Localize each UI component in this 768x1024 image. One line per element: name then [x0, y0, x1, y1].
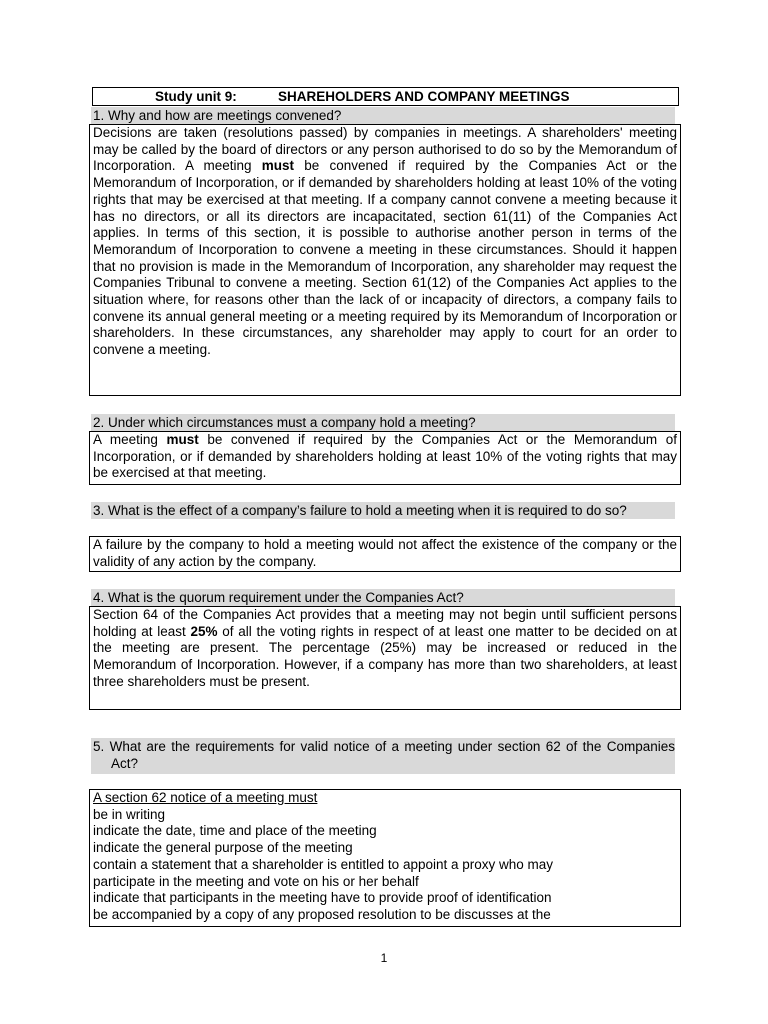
question-4: 4. What is the quorum requirement under the Companies Act? [91, 589, 675, 606]
answer-1-text-b: be convened if required by the Companies Act or the Memorandum of Incorporation, or if demanded by shareholders holding at least 10% of the voting rights that may be exercised at that meeting. If a company cannot convene a meeting because it has no directors, or all its directors are incapacitated, section 61(11) of the Companies Act applies. In terms of this section, it is possible to authorise another person in terms of the Memorandum of Incorporation to convene a meeting in these circumstances. Should it happen that no provision is made in the Memorandum of Incorporation, any shareholder may request the Companies Tribunal to convene a meeting. Section 61(12) of the Companies Act applies to the situation where, for reasons other than the lack of or incapacity of directors, a company fails to convene its annual general meeting or a meeting required by its Memorandum of Incorporation or shareholders. In these circumstances, any shareholder may apply to court for an order to convene a meeting. [93, 158, 677, 358]
answer-5 [89, 789, 681, 927]
notice-item: indicate that participants in the meeting have to provide proof of identification [93, 890, 552, 906]
answer-1 [89, 124, 681, 396]
page-title: SHAREHOLDERS AND COMPANY MEETINGS [278, 89, 570, 104]
notice-item: indicate the general purpose of the meeting [93, 840, 353, 856]
title-box [92, 87, 679, 106]
notice-item: contain a statement that a shareholder is entitled to appoint a proxy who may [93, 856, 554, 872]
answer-3-text: A failure by the company to hold a meeting would not affect the existence of the company or the validity of any action by the company. [93, 537, 677, 569]
answer-2 [89, 431, 681, 485]
notice-item: indicate the date, time and place of the meeting [93, 823, 377, 839]
answer-4-text-a: Section 64 of the Companies Act provides that a meeting may not begin until sufficient persons holding at least [93, 607, 677, 639]
page-number: 1 [380, 951, 388, 965]
answer-4-text-b: of all the voting rights in respect of at least one matter to be decided on at the meeting are present. The percentage (25%) may be increased or reduced in the Memorandum of Incorporation. However, if a company has more than two shareholders, at least three shareholders must be present. [93, 623, 677, 689]
question-2: 2. Under which circumstances must a company hold a meeting? [91, 414, 675, 431]
answer-2-text-b: be convened if required by the Companies Act or the Memorandum of Incorporation, or if demanded by shareholders holding at least 10% of the voting rights that may be exercised at that meeting. [93, 432, 677, 481]
question-1: 1. Why and how are meetings convened? [91, 107, 675, 124]
answer-4-bold: 25% [190, 623, 218, 639]
answer-3 [89, 536, 681, 572]
answer-2-bold: must [166, 432, 199, 447]
answer-1-text-a: Decisions are taken (resolutions passed) by companies in meetings. A shareholders' meeting may be called by the board of directors or any person authorised to do so by the Memorandum of Incorporation. A meeting [93, 125, 677, 174]
notice-item: be in writing [93, 806, 166, 822]
question-5: 5. What are the requirements for valid notice of a meeting under section 62 of the Companies Act? [91, 738, 675, 774]
study-unit-label: Study unit 9: [155, 89, 237, 104]
notice-item: be accompanied by a copy of any proposed resolution to be discusses at the [93, 906, 551, 922]
answer-4 [89, 606, 681, 710]
notice-item: participate in the meeting and vote on his or her behalf [93, 873, 419, 889]
answer-2-text-a: A meeting [93, 432, 167, 447]
answer-1-bold: must [261, 158, 295, 174]
question-3: 3. What is the effect of a company’s failure to hold a meeting when it is required to do so? [91, 502, 675, 519]
notice-heading: A section 62 notice of a meeting must [93, 790, 318, 805]
